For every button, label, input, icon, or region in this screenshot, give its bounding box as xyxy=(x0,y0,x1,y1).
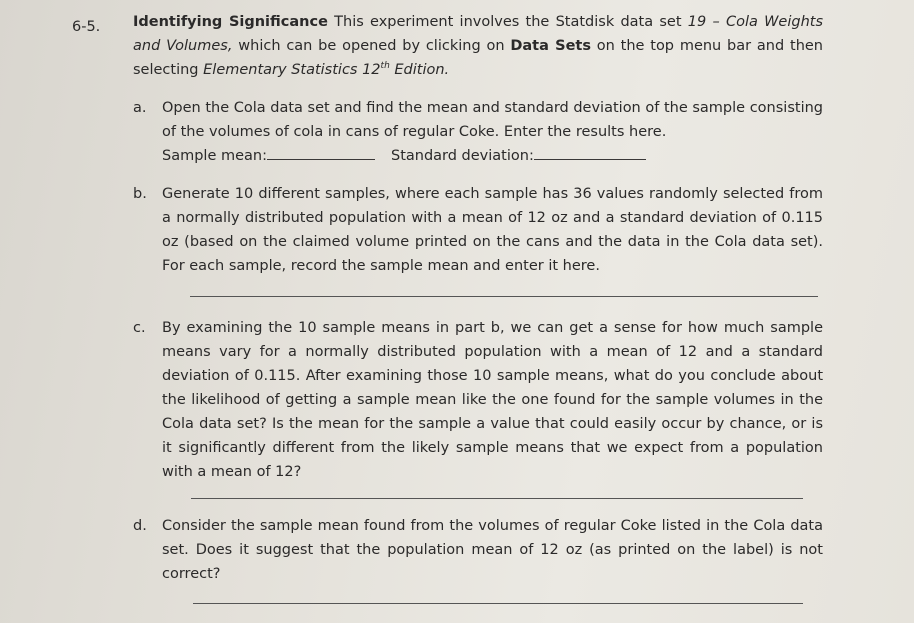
intro-text-2: which can be opened by clicking on xyxy=(232,38,511,54)
problem-number: 6-5. xyxy=(72,19,101,35)
sample-mean-label: Sample mean: xyxy=(162,148,267,164)
part-b-text: Generate 10 different samples, where each sample has 36 values randomly selected from a normally distributed population with a mean of 12 oz and a standard deviation of 0.115 oz (based on the claimed volume printed on the cans and the data in the Cola data set). For each sample, record the sample mean and enter it here. xyxy=(162,186,823,274)
part-d-answer-line[interactable] xyxy=(193,603,803,604)
part-a xyxy=(133,96,823,168)
part-d-text: Consider the sample mean found from the volumes of regular Coke listed in the Cola data set. Does it suggest that the population mean of 12 oz (as printed on the label) is not correct? xyxy=(162,518,823,582)
part-d-letter: d. xyxy=(133,518,147,534)
intro-text-1: This experiment involves the Statdisk data set xyxy=(327,14,688,30)
part-c-text: By examining the 10 sample means in part b, we can get a sense for how much sample means vary for a normally distributed population with a mean of 12 and a standard deviation of 0.115. After examining those 10 sample means, what do you conclude about the likelihood of getting a sample mean like the one found for the sample volumes in the Cola data set? Is the mean for the sample a value that could easily occur by chance, or is it significantly different from the likely sample means that we expect from a population with a mean of 12? xyxy=(162,320,823,480)
std-dev-blank[interactable] xyxy=(534,144,646,160)
problem-intro xyxy=(133,10,823,82)
problem-title: Identifying Significance xyxy=(133,14,328,30)
part-c-letter: c. xyxy=(133,320,146,336)
part-a-question: Open the Cola data set and find the mean and standard deviation of the sample consisting of the volumes of cola in cans of regular Coke. Enter the results here. xyxy=(162,100,823,140)
part-b xyxy=(133,182,823,278)
part-c-answer-line[interactable] xyxy=(191,498,803,499)
part-a-text xyxy=(162,96,823,168)
edition-superscript: th xyxy=(380,61,390,72)
part-d xyxy=(133,514,823,586)
part-b-answer-line[interactable] xyxy=(190,296,818,297)
intro-text-3: on the top menu bar and then selecting xyxy=(133,38,823,78)
std-dev-label: Standard deviation: xyxy=(390,148,534,164)
dataset-name: 19 – Cola Weights and Volumes, xyxy=(133,14,824,54)
sample-mean-blank[interactable] xyxy=(267,144,375,160)
part-a-letter: a. xyxy=(133,100,147,116)
book-title: Elementary Statistics 12 xyxy=(203,62,381,78)
part-b-letter: b. xyxy=(133,186,147,202)
book-title-end: Edition. xyxy=(389,62,450,78)
part-c xyxy=(133,316,823,484)
menu-item-data-sets: Data Sets xyxy=(510,38,591,54)
